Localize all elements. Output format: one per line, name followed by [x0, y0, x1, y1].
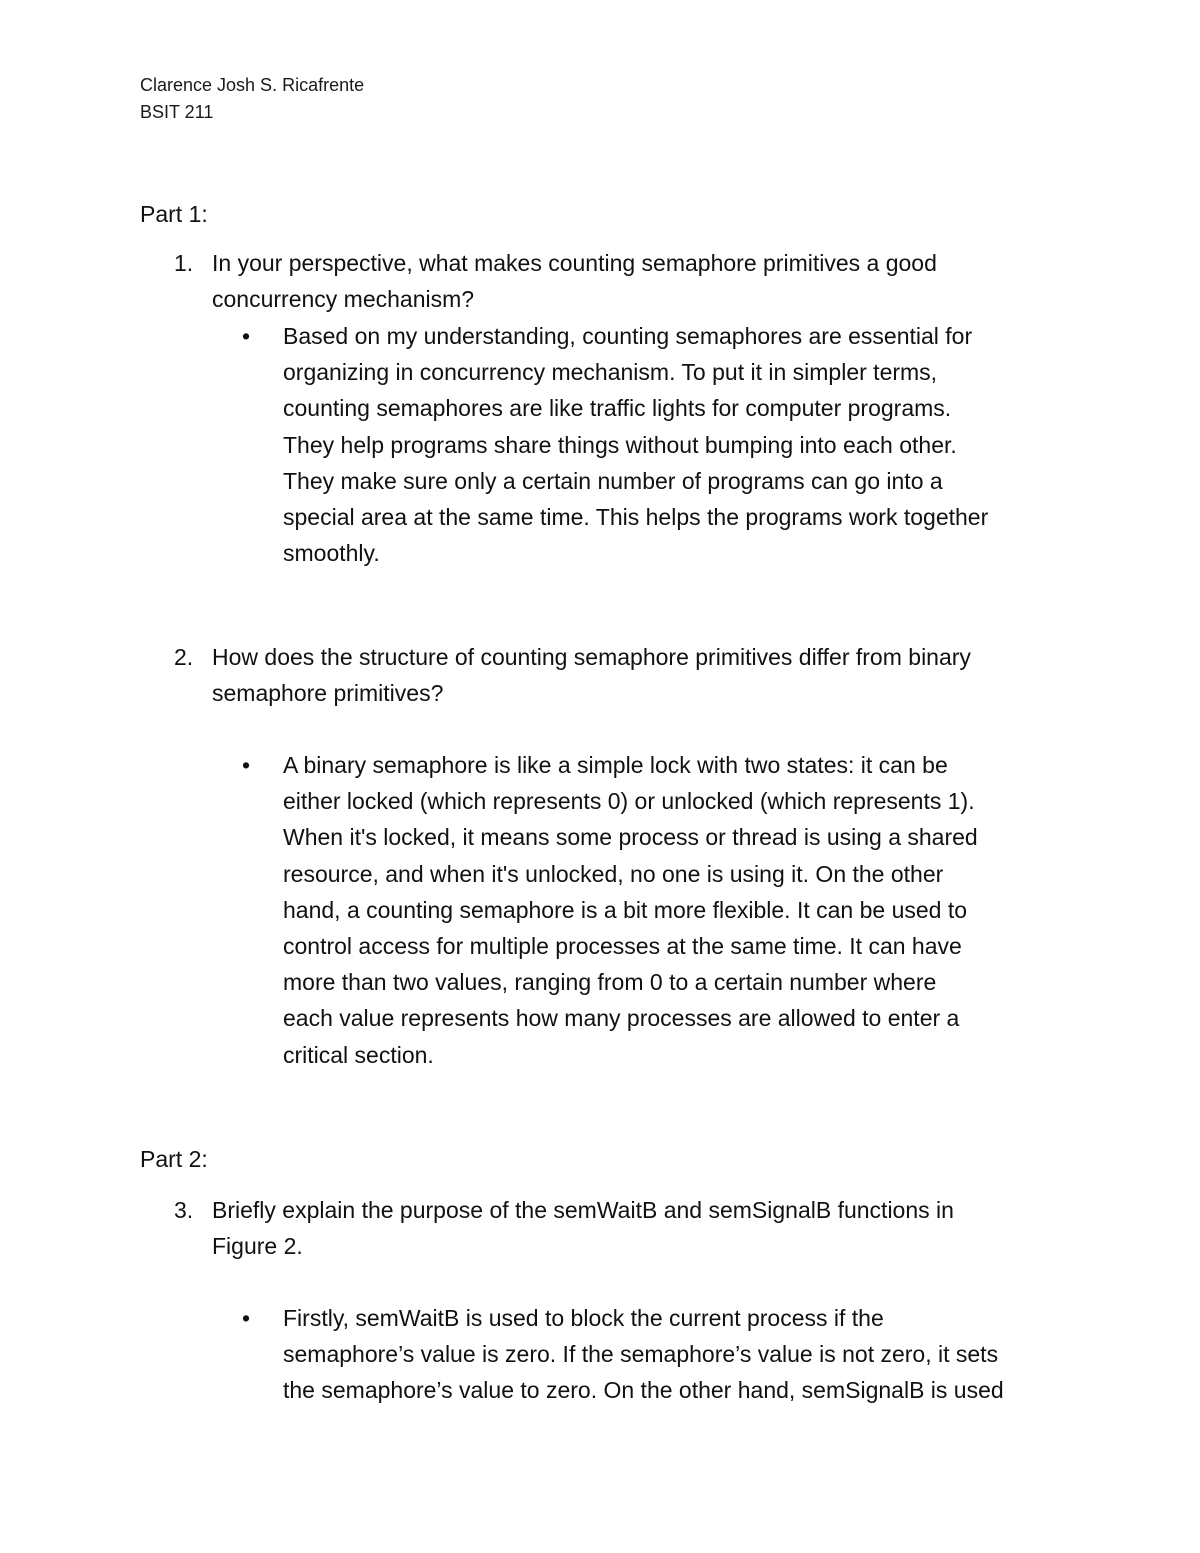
- part-2-title: Part 2:: [140, 1146, 208, 1172]
- question-1-line: In your perspective, what makes counting semaphore primitives a good: [212, 250, 937, 276]
- answer-3-line: the semaphore’s value to zero. On the other hand, semSignalB is used: [283, 1377, 1004, 1404]
- question-1-line: concurrency mechanism?: [212, 286, 475, 312]
- part-1-title: Part 1:: [140, 201, 208, 227]
- answer-1-line: counting semaphores are like traffic lights for computer programs.: [283, 395, 952, 422]
- answer-3-line: Firstly, semWaitB is used to block the current process if the: [283, 1305, 884, 1331]
- answer-2-line: critical section.: [283, 1041, 434, 1068]
- question-3-number: 3.: [174, 1197, 194, 1223]
- question-2-line: How does the structure of counting semaphore primitives differ from binary: [212, 644, 971, 670]
- answer-2-line: hand, a counting semaphore is a bit more flexible. It can be used to: [283, 896, 968, 923]
- answer-1: [242, 318, 1072, 571]
- answer-2-line: A binary semaphore is like a simple lock with two states: it can be: [283, 752, 948, 778]
- question-2: [140, 639, 1070, 711]
- question-1: [140, 245, 1070, 317]
- author-name: Clarence Josh S. Ricafrente: [140, 75, 365, 95]
- question-1-number: 1.: [174, 250, 194, 276]
- question-3-text: [212, 1192, 1072, 1264]
- question-2-line: semaphore primitives?: [212, 680, 444, 706]
- answer-2: [242, 747, 1072, 1073]
- question-2-number: 2.: [174, 644, 194, 670]
- answer-1-text: [283, 318, 1072, 571]
- question-3-line: Briefly explain the purpose of the semWaitB and semSignalB functions in: [212, 1197, 954, 1223]
- answer-1-line: They help programs share things without bumping into each other.: [283, 431, 957, 458]
- answer-3: [242, 1300, 1072, 1409]
- answer-2-line: either locked (which represents 0) or unlocked (which represents 1).: [283, 788, 975, 815]
- bullet-icon: •: [242, 1305, 251, 1331]
- answer-1-line: smoothly.: [283, 540, 380, 567]
- answer-3-line: semaphore’s value is zero. If the semaphore’s value is not zero, it sets: [283, 1341, 999, 1368]
- answer-1-line: They make sure only a certain number of programs can go into a: [283, 467, 943, 494]
- answer-1-line: organizing in concurrency mechanism. To put it in simpler terms,: [283, 359, 938, 386]
- question-3: [140, 1192, 1070, 1264]
- answer-2-line: resource, and when it's unlocked, no one is using it. On the other: [283, 860, 944, 887]
- question-1-text: [212, 245, 1072, 317]
- answer-2-line: When it's locked, it means some process or thread is using a shared: [283, 824, 978, 851]
- question-3-line: Figure 2.: [212, 1233, 303, 1259]
- answer-2-line: control access for multiple processes at the same time. It can have: [283, 933, 962, 960]
- question-2-text: [212, 639, 1072, 711]
- answer-2-text: [283, 747, 1072, 1073]
- answer-1-line: Based on my understanding, counting semaphores are essential for: [283, 323, 973, 349]
- bullet-icon: •: [242, 323, 251, 349]
- answer-2-line: each value represents how many processes are allowed to enter a: [283, 1005, 960, 1032]
- answer-3-text: [283, 1300, 1072, 1409]
- class-section: BSIT 211: [140, 102, 214, 122]
- answer-1-line: special area at the same time. This helps the programs work together: [283, 504, 989, 531]
- document-header: [140, 72, 364, 126]
- answer-2-line: more than two values, ranging from 0 to a certain number where: [283, 969, 937, 996]
- bullet-icon: •: [242, 752, 251, 778]
